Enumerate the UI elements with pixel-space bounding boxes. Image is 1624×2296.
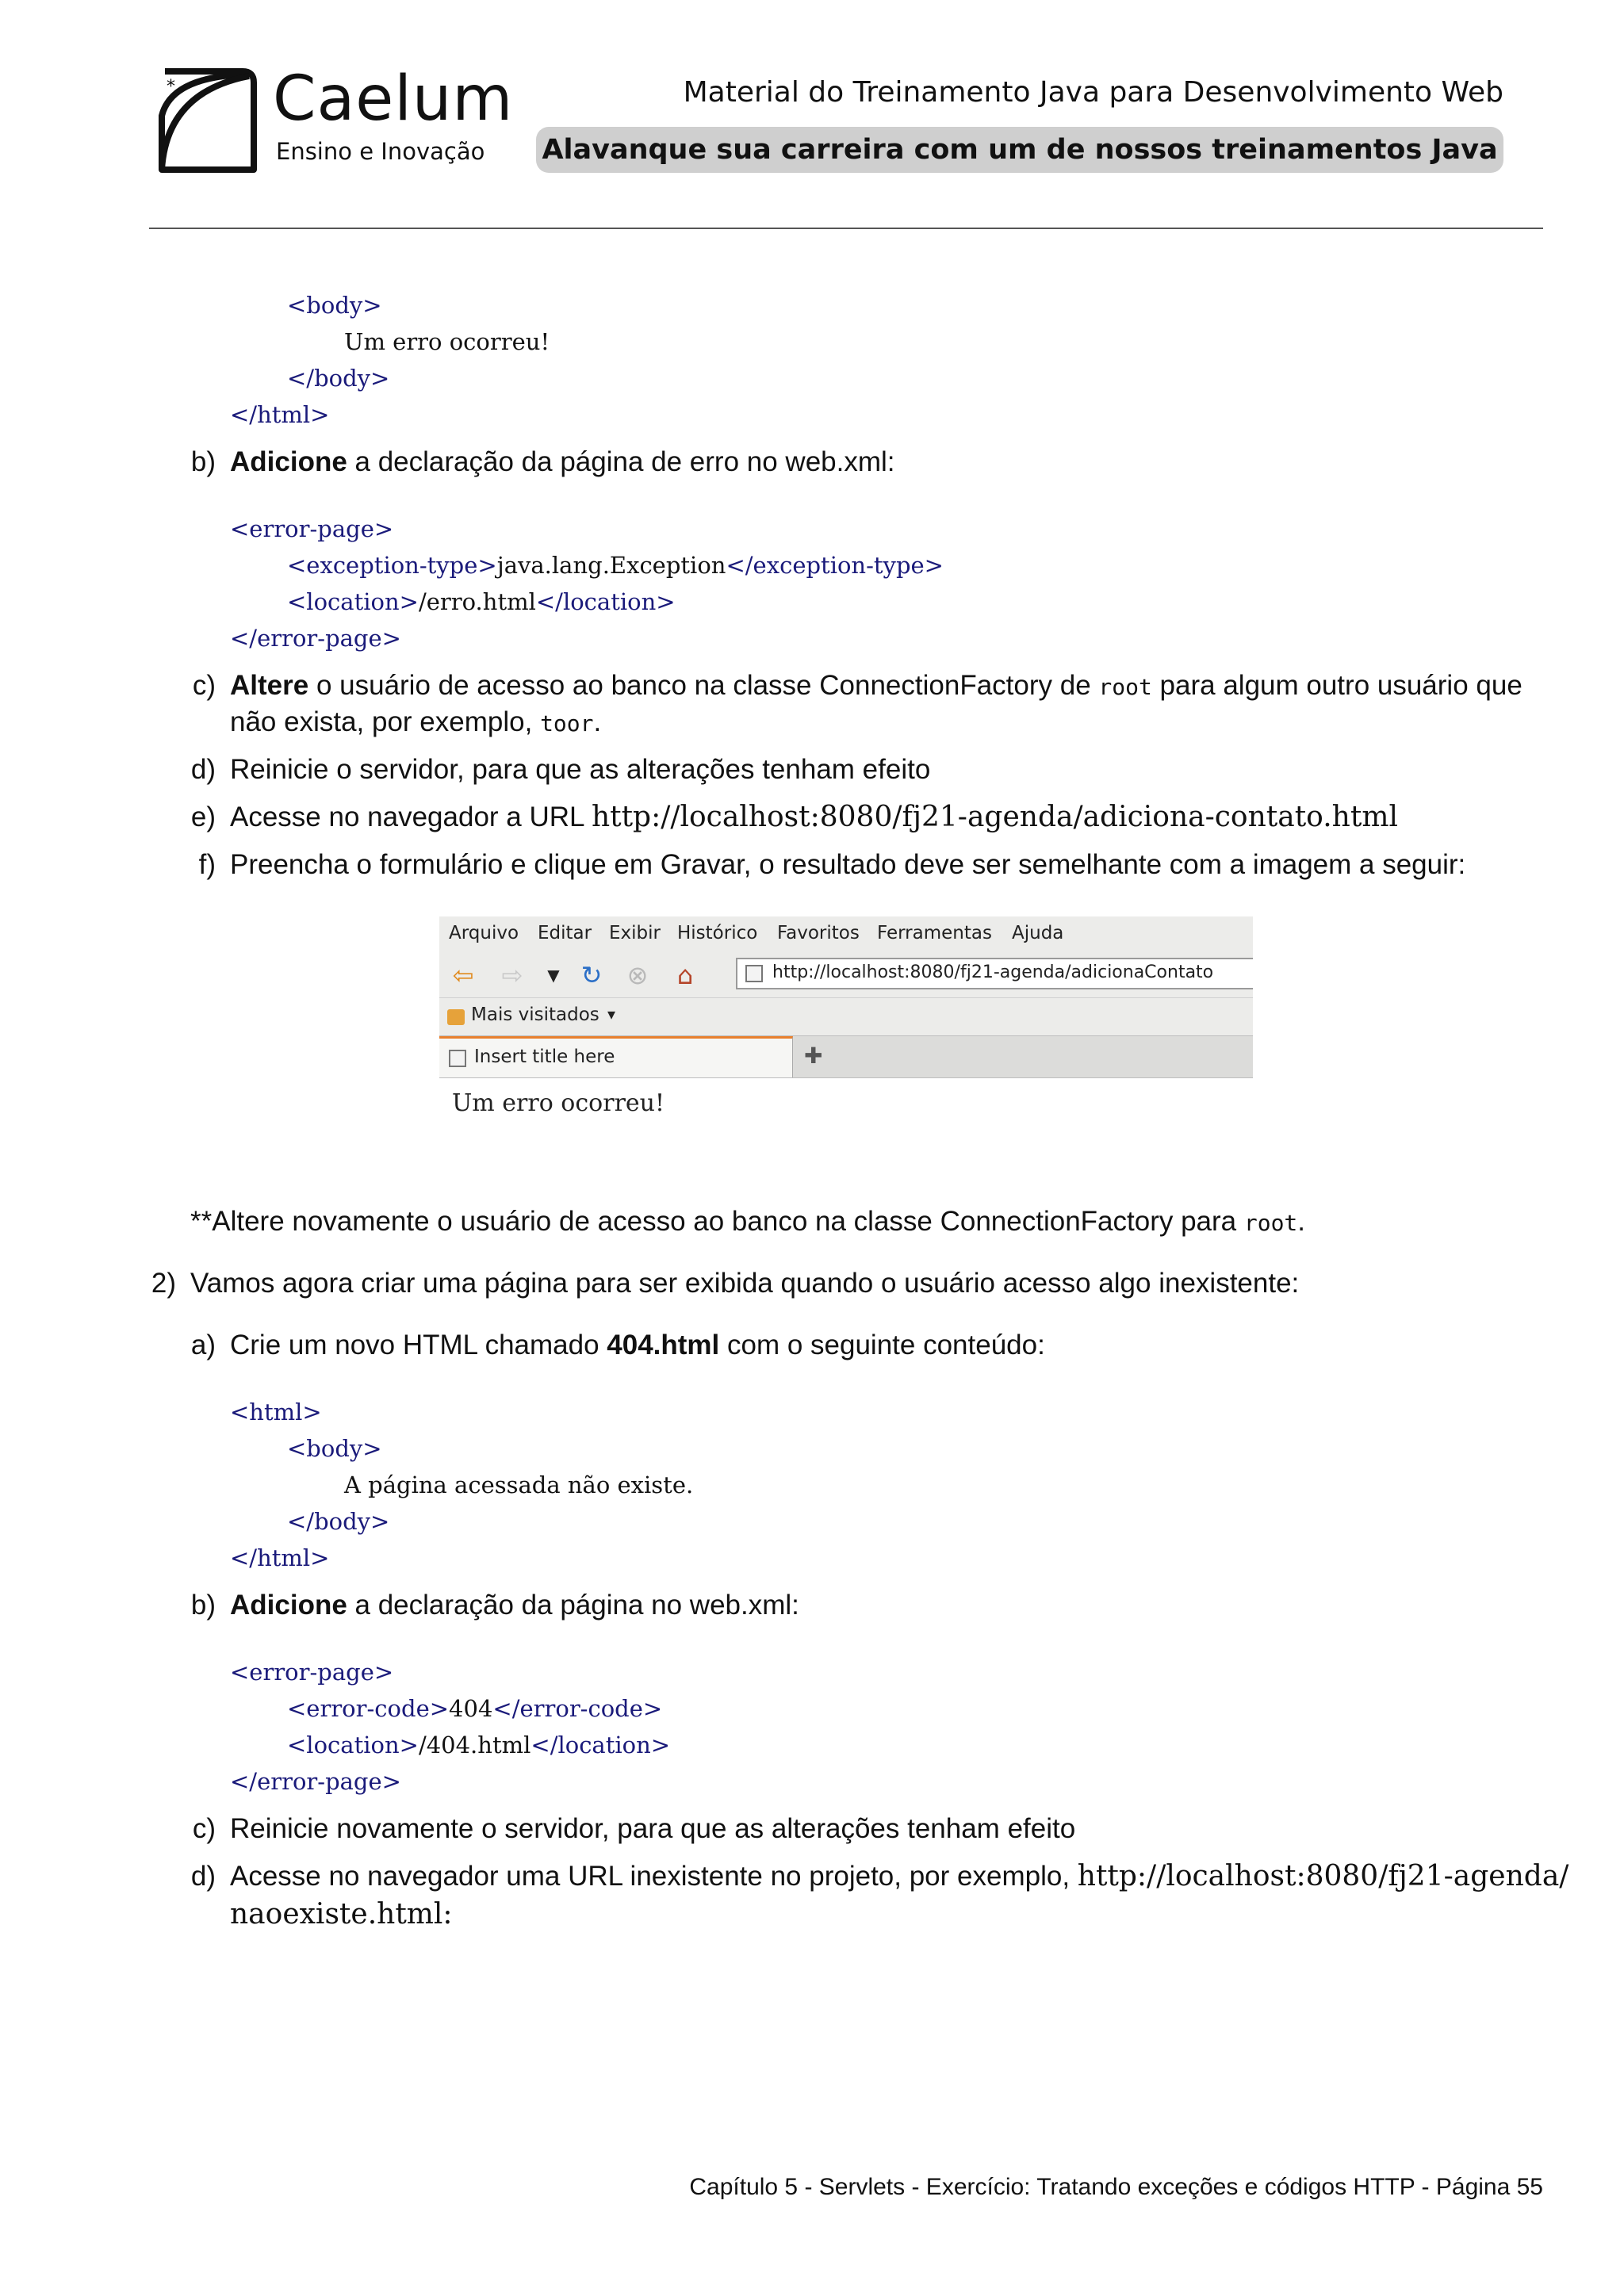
code-line xyxy=(287,584,676,620)
code-tag: <error-code> xyxy=(287,1695,450,1722)
code-tag: </location> xyxy=(535,588,676,615)
home-icon[interactable]: ⌂ xyxy=(676,960,694,990)
tab-title: Insert title here xyxy=(474,1047,615,1067)
code-tag: <exception-type> xyxy=(287,552,497,579)
code-tag: </location> xyxy=(530,1732,671,1758)
menu-item[interactable]: Ajuda xyxy=(1012,923,1064,943)
item-text: . xyxy=(593,706,602,737)
code-line xyxy=(287,1503,389,1540)
inline-code: root xyxy=(1098,674,1152,700)
menu-item[interactable]: Ferramentas xyxy=(877,923,992,943)
header-divider xyxy=(149,228,1543,229)
code-tag: </error-page> xyxy=(230,625,401,652)
code-tag: </html> xyxy=(230,1544,330,1571)
code-line xyxy=(230,1763,401,1800)
code-tag: </html> xyxy=(230,401,330,428)
bold-text: Adicione xyxy=(230,446,347,477)
reload-icon[interactable]: ↻ xyxy=(580,960,603,990)
menu-item[interactable]: Arquivo xyxy=(449,923,519,943)
caelum-logo-mark-icon xyxy=(155,68,257,174)
browser-menubar xyxy=(439,916,1253,951)
item-text: a declaração da página no web.xml: xyxy=(347,1590,799,1621)
code-tag: </body> xyxy=(287,1508,390,1535)
code-line xyxy=(287,287,382,323)
logo-name: Caelum xyxy=(273,63,514,135)
list-item-continuation xyxy=(230,704,601,742)
inline-code: root xyxy=(1243,1210,1298,1236)
new-tab-icon[interactable]: ✚ xyxy=(804,1043,823,1069)
bookmarks-most-visited[interactable]: Mais visitados xyxy=(471,1004,599,1025)
item-text: Crie um novo HTML chamado xyxy=(230,1330,607,1360)
code-line xyxy=(287,1727,670,1763)
menu-item[interactable]: Favoritos xyxy=(777,923,860,943)
code-line xyxy=(230,620,401,656)
code-tag: <error-page> xyxy=(230,1659,394,1686)
list-label: a) xyxy=(190,1330,216,1360)
note-text: **Altere novamente o usuário de acesso ao banco na classe ConnectionFactory para xyxy=(190,1206,1244,1237)
code-text: A página acessada não existe. xyxy=(344,1471,694,1498)
logo-tagline: Ensino e Inovação xyxy=(276,138,485,165)
code-text: java.lang.Exception xyxy=(496,552,726,579)
code-text: /404.html xyxy=(418,1732,531,1758)
item-text: não exista, por exemplo, xyxy=(230,706,541,737)
stop-icon[interactable]: ⊗ xyxy=(626,960,649,990)
url-link[interactable]: http://localhost:8080/fj21-agenda/ xyxy=(1077,1860,1569,1892)
list-item xyxy=(230,1587,799,1624)
list-label: b) xyxy=(190,1590,216,1621)
list-item: Reinicie novamente o servidor, para que as alterações tenham efeito xyxy=(230,1813,1076,1844)
list-item: Preencha o formulário e clique em Gravar, o resultado deve ser semelhante com a imagem a seguir: xyxy=(230,849,1466,880)
code-tag: </exception-type> xyxy=(726,552,944,579)
menu-item[interactable]: Editar xyxy=(538,923,592,943)
item-text: para algum outro usuário que xyxy=(1151,670,1522,701)
item-text: com o seguinte conteúdo: xyxy=(719,1330,1045,1360)
browser-tab[interactable] xyxy=(439,1036,793,1077)
menu-item[interactable]: Exibir xyxy=(609,923,661,943)
code-tag: <html> xyxy=(230,1399,322,1425)
list-item xyxy=(230,1858,1568,1895)
code-line xyxy=(344,1467,693,1503)
list-label: 2) xyxy=(151,1268,176,1299)
list-label: c) xyxy=(192,1813,216,1844)
list-item xyxy=(230,1327,1045,1364)
list-item xyxy=(230,668,1522,706)
code-line xyxy=(230,1654,393,1690)
url-bar[interactable] xyxy=(736,958,1253,989)
tab-bar xyxy=(439,1035,1253,1078)
browser-page-text: Um erro ocorreu! xyxy=(452,1089,665,1117)
url-text: http://localhost:8080/fj21-agenda/adicionaContato xyxy=(772,962,1214,982)
list-label: e) xyxy=(190,802,216,832)
bookmark-folder-icon xyxy=(447,1009,465,1025)
code-line xyxy=(230,1540,329,1576)
code-tag: <location> xyxy=(287,588,419,615)
list-item xyxy=(230,799,1398,836)
list-item: Vamos agora criar uma página para ser exibida quando o usuário acesso algo inexistente: xyxy=(190,1268,1300,1299)
code-text: Um erro ocorreu! xyxy=(344,328,550,355)
code-tag: <body> xyxy=(287,292,382,319)
page-footer: Capítulo 5 - Servlets - Exercício: Tratando exceções e códigos HTTP - Página 55 xyxy=(689,2174,1543,2200)
code-text: 404 xyxy=(449,1695,493,1722)
header-title: Material do Treinamento Java para Desenvolvimento Web xyxy=(683,76,1503,109)
item-text: a declaração da página de erro no web.xml: xyxy=(347,446,895,477)
code-line xyxy=(287,360,389,396)
code-tag: <body> xyxy=(287,1435,382,1462)
list-label: b) xyxy=(190,446,216,477)
bold-text: 404.html xyxy=(607,1330,720,1360)
header-banner: Alavanque sua carreira com um de nossos treinamentos Java xyxy=(536,127,1503,173)
forward-arrow-icon[interactable]: ⇨ xyxy=(501,960,523,990)
code-tag: <error-page> xyxy=(230,515,394,542)
menu-item[interactable]: Histórico xyxy=(677,923,758,943)
code-text: /erro.html xyxy=(418,588,536,615)
item-text: Acesse no navegador uma URL inexistente no projeto, por exemplo, xyxy=(230,1861,1078,1892)
note-text: . xyxy=(1297,1206,1306,1237)
bold-text: Altere xyxy=(230,670,309,701)
item-text: Acesse no navegador a URL xyxy=(230,802,592,832)
note xyxy=(190,1203,1305,1242)
list-item-continuation xyxy=(230,1896,453,1933)
code-line xyxy=(287,1430,382,1467)
url-link[interactable]: naoexiste.html: xyxy=(230,1898,453,1931)
tab-favicon-icon xyxy=(449,1050,466,1067)
code-tag: </body> xyxy=(287,365,390,392)
code-tag: </error-page> xyxy=(230,1768,401,1795)
code-line xyxy=(287,1690,662,1727)
list-label: c) xyxy=(192,670,216,701)
list-item: Reinicie o servidor, para que as alterações tenham efeito xyxy=(230,754,931,785)
code-tag: </error-code> xyxy=(492,1695,663,1722)
list-label: f) xyxy=(198,849,216,880)
bookmarks-bar xyxy=(439,997,1253,1036)
page-favicon-icon xyxy=(745,965,763,982)
code-line xyxy=(344,323,550,360)
svg-text:*: * xyxy=(167,77,175,97)
code-line xyxy=(230,396,329,433)
bold-text: Adicione xyxy=(230,1590,347,1621)
list-label: d) xyxy=(190,1861,216,1892)
list-label: d) xyxy=(190,754,216,785)
code-line xyxy=(230,511,393,547)
code-tag: <location> xyxy=(287,1732,419,1758)
back-arrow-icon[interactable]: ⇦ xyxy=(452,960,474,990)
list-item xyxy=(230,444,895,480)
url-link[interactable]: http://localhost:8080/fj21-agenda/adiciona-contato.html xyxy=(591,801,1398,833)
chevron-down-icon[interactable]: ▾ xyxy=(607,1004,616,1024)
browser-navbar xyxy=(439,951,1253,997)
item-text: o usuário de acesso ao banco na classe ConnectionFactory de xyxy=(308,670,1099,701)
inline-code: toor xyxy=(540,710,594,737)
code-line xyxy=(230,1394,322,1430)
history-dropdown-icon[interactable]: ▼ xyxy=(547,966,560,985)
code-line xyxy=(287,547,944,584)
browser-screenshot xyxy=(439,916,1253,1145)
caelum-logo xyxy=(155,63,514,176)
